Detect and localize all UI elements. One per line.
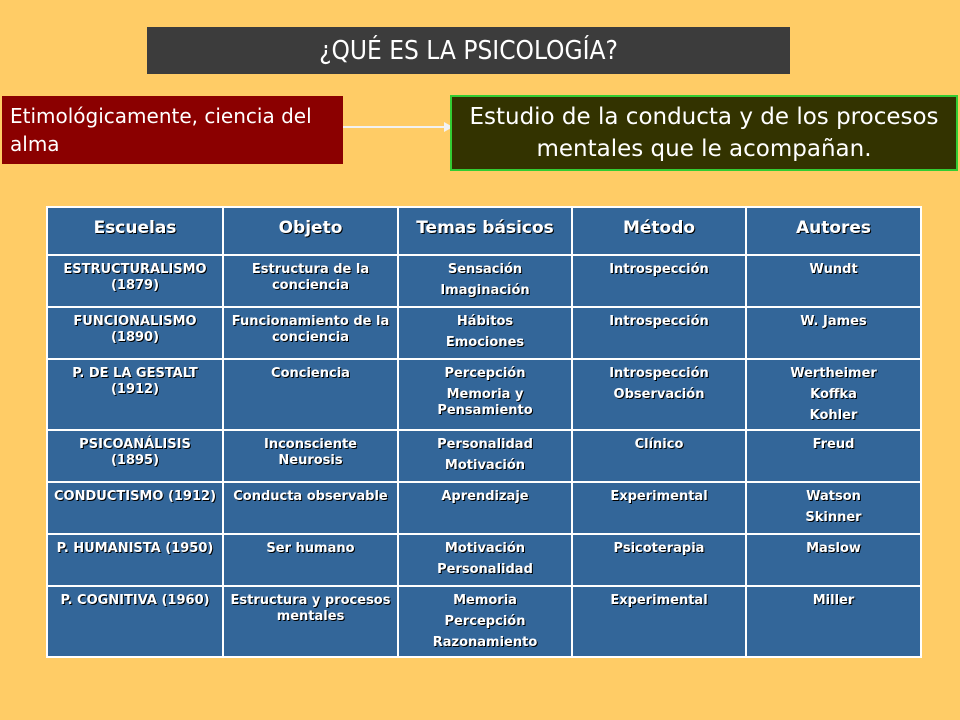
table-row [47, 534, 921, 586]
cell-autores-item: Kohler [809, 408, 858, 423]
cell-objeto [223, 482, 398, 534]
cell-autores [746, 359, 921, 430]
cell-metodo [572, 482, 746, 534]
cell-temas [398, 586, 572, 657]
cell-metodo [572, 430, 746, 482]
cell-objeto-text: Inconsciente Neurosis [264, 437, 357, 468]
table-row [47, 430, 921, 482]
cell-autores-item: Watson [806, 489, 861, 504]
table-row [47, 307, 921, 359]
cell-temas-item: Percepción [444, 366, 526, 381]
cell-objeto [223, 534, 398, 586]
cell-metodo-item: Experimental [610, 489, 708, 504]
table-header-row [47, 207, 921, 255]
cell-autores-item: Miller [812, 593, 855, 608]
cell-temas-item: Imaginación [440, 283, 530, 298]
header-autores: Autores [746, 207, 921, 255]
cell-objeto-text: Ser humano [266, 541, 355, 556]
cell-temas-item: Aprendizaje [441, 489, 529, 504]
header-objeto: Objeto [223, 207, 398, 255]
cell-escuela-text: P. DE LA GESTALT (1912) [72, 366, 198, 397]
cell-autores-item: Koffka [810, 387, 857, 402]
cell-metodo-item: Clínico [634, 437, 684, 452]
cell-temas-item: Motivación [444, 541, 526, 556]
cell-temas-item: Emociones [445, 335, 525, 350]
cell-metodo [572, 586, 746, 657]
etymology-box: Etimológicamente, ciencia del alma [2, 96, 343, 164]
cell-temas [398, 534, 572, 586]
cell-temas-item: Motivación [444, 458, 526, 473]
cell-escuela [47, 307, 223, 359]
cell-escuela [47, 482, 223, 534]
cell-escuela [47, 359, 223, 430]
cell-metodo-item: Experimental [610, 593, 708, 608]
arrow-line [343, 126, 451, 128]
cell-autores-item: W. James [800, 314, 867, 329]
cell-escuela-text: PSICOANÁLISIS (1895) [79, 437, 191, 468]
cell-escuela [47, 255, 223, 307]
cell-temas-item: Memoria [453, 593, 517, 608]
cell-temas [398, 307, 572, 359]
cell-temas [398, 255, 572, 307]
cell-objeto [223, 255, 398, 307]
cell-temas-item: Hábitos [456, 314, 514, 329]
cell-autores [746, 482, 921, 534]
table-row [47, 255, 921, 307]
page-title: ¿QUÉ ES LA PSICOLOGÍA? [147, 27, 790, 74]
cell-temas [398, 359, 572, 430]
cell-escuela-text: ESTRUCTURALISMO (1879) [63, 262, 207, 293]
cell-autores-item: Skinner [805, 510, 862, 525]
cell-metodo [572, 359, 746, 430]
cell-escuela-text: FUNCIONALISMO (1890) [73, 314, 197, 345]
cell-metodo [572, 534, 746, 586]
cell-temas-item: Personalidad [437, 562, 533, 577]
cell-autores [746, 430, 921, 482]
cell-objeto-text: Estructura y procesos mentales [230, 593, 391, 624]
cell-objeto [223, 359, 398, 430]
cell-autores-item: Maslow [806, 541, 861, 556]
cell-objeto-text: Conducta observable [233, 489, 388, 504]
cell-metodo-item: Psicoterapia [613, 541, 705, 556]
cell-temas [398, 430, 572, 482]
cell-autores-item: Wertheimer [790, 366, 877, 381]
cell-temas-item: Memoria y Pensamiento [437, 387, 533, 418]
cell-autores [746, 586, 921, 657]
cell-objeto [223, 586, 398, 657]
header-metodo: Método [572, 207, 746, 255]
cell-temas [398, 482, 572, 534]
cell-objeto [223, 307, 398, 359]
cell-autores [746, 534, 921, 586]
cell-escuela [47, 430, 223, 482]
cell-temas-item: Personalidad [437, 437, 533, 452]
cell-escuela-text: P. HUMANISTA (1950) [56, 541, 214, 556]
cell-objeto-text: Conciencia [271, 366, 350, 381]
cell-autores-item: Wundt [809, 262, 858, 277]
cell-temas-item: Sensación [447, 262, 523, 277]
cell-temas-item: Razonamiento [432, 635, 538, 650]
header-escuelas: Escuelas [47, 207, 223, 255]
cell-autores [746, 307, 921, 359]
schools-table [46, 206, 922, 658]
cell-metodo-item: Introspección [609, 366, 709, 381]
cell-objeto [223, 430, 398, 482]
cell-escuela [47, 534, 223, 586]
table-row [47, 482, 921, 534]
cell-escuela-text: P. COGNITIVA (1960) [60, 593, 210, 608]
cell-autores [746, 255, 921, 307]
cell-temas-item: Percepción [444, 614, 526, 629]
cell-metodo-item: Observación [613, 387, 705, 402]
cell-metodo [572, 255, 746, 307]
header-temas: Temas básicos [398, 207, 572, 255]
table-row [47, 586, 921, 657]
cell-metodo-item: Introspección [609, 314, 709, 329]
cell-objeto-text: Estructura de la conciencia [251, 262, 370, 293]
cell-metodo [572, 307, 746, 359]
table-row [47, 359, 921, 430]
cell-escuela-text: CONDUCTISMO (1912) [54, 489, 217, 504]
cell-autores-item: Freud [812, 437, 855, 452]
cell-metodo-item: Introspección [609, 262, 709, 277]
cell-escuela [47, 586, 223, 657]
cell-objeto-text: Funcionamiento de la conciencia [231, 314, 390, 345]
definition-box: Estudio de la conducta y de los procesos mentales que le acompañan. [450, 95, 958, 171]
